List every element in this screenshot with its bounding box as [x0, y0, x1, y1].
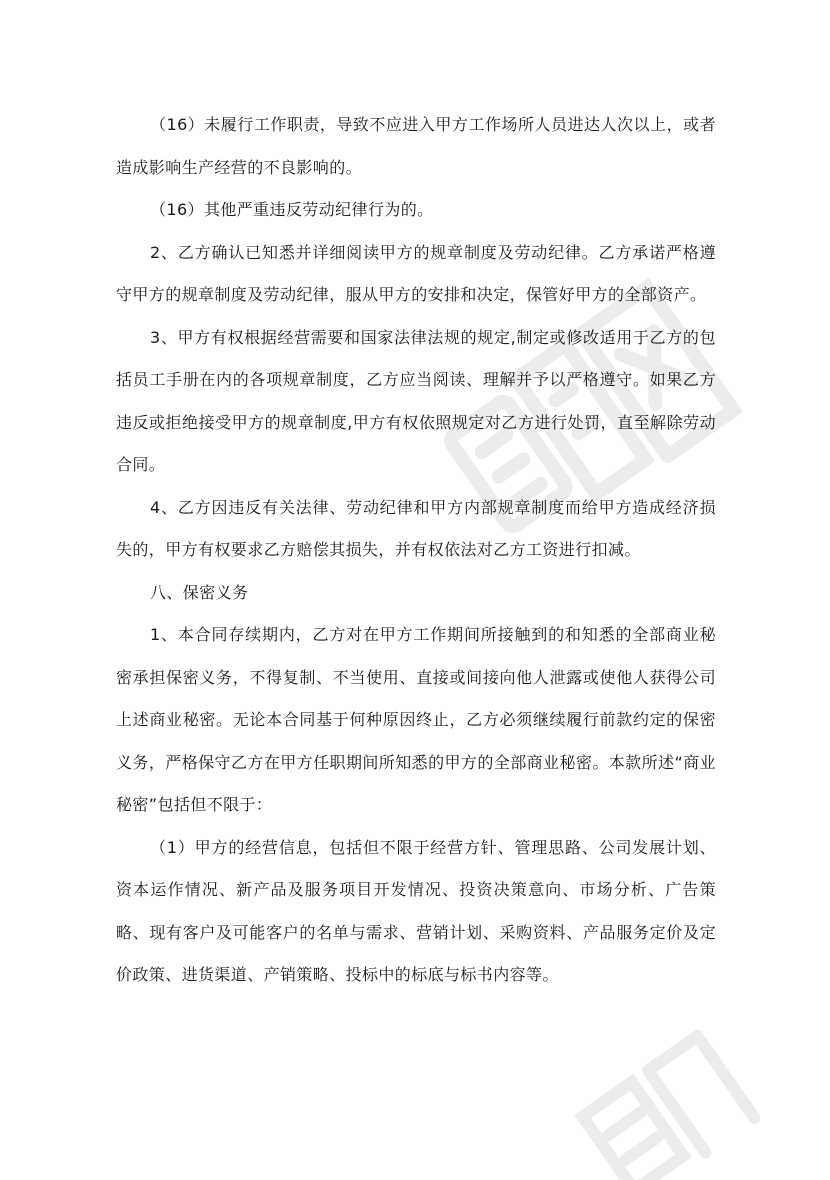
paragraph-confidentiality-item-1: （1）甲方的经营信息，包括但不限于经营方针、管理思路、公司发展计划、资本运作情况、新产品及服务项目开发情况、投资决策意向、市场分析、广告策略、现有客户及可能客户的名单与需求、营销计划、采购资料、产品服务定价及定价政策、进货渠道、产销策略、投标中的标底与标书内容等。 [116, 837, 716, 984]
watermark-graphic-bottom [560, 1030, 760, 1180]
paragraph-clause-2: 2、乙方确认已知悉并详细阅读甲方的规章制度及劳动纪律。乙方承诺严格遵守甲方的规章制度及劳动纪律，服从甲方的安排和决定，保管好甲方的全部资产。 [116, 242, 716, 304]
paragraph-item-16b: （16）其他严重违反劳动纪律行为的。 [150, 200, 434, 219]
paragraph-confidentiality-1: 1、本合同存续期内，乙方对在甲方工作期间所接触到的和知悉的全部商业秘密承担保密义务，不得复制、不当使用、直接或间接向他人泄露或使他人获得公司上述商业秘密。无论本合同基于何种原因终止，乙方必须继续履行前款约定的保密义务，严格保守乙方在甲方任职期间所知悉的甲方的全部商业秘密。本款所述“商业秘密”包括但不限于： [116, 625, 716, 814]
paragraph-clause-3: 3、甲方有权根据经营需要和国家法律法规的规定,制定或修改适用于乙方的包括员工手册在内的各项规章制度，乙方应当阅读、理解并予以严格遵守。如果乙方违反或拒绝接受甲方的规章制度,甲方有权依照规定对乙方进行处罚，直至解除劳动合同。 [116, 327, 716, 474]
paragraph-item-16a: （16）未履行工作职责，导致不应进入甲方工作场所人员进达人次以上，或者造成影响生产经营的不良影响的。 [116, 115, 716, 177]
document-body [116, 104, 716, 997]
section-heading-confidentiality: 八、保密义务 [150, 582, 249, 602]
paragraph-clause-4: 4、乙方因违反有关法律、劳动纪律和甲方内部规章制度而给甲方造成经济损失的，甲方有权要求乙方赔偿其损失，并有权依法对乙方工资进行扣减。 [116, 497, 716, 559]
